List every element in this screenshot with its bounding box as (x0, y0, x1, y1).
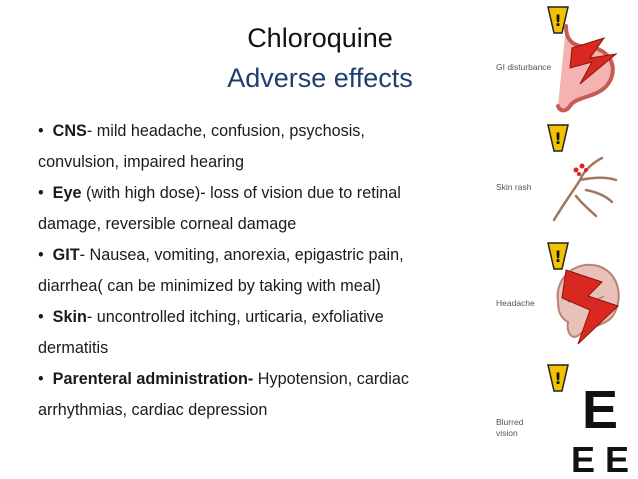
bullet-item-cns (38, 116, 488, 147)
warning-mark: ! (554, 247, 562, 266)
eye-chart-letter-large: E (581, 380, 619, 440)
bullet-text: - Nausea, vomiting, anorexia, epigastric pain, (79, 246, 404, 264)
bullet-item-parenteral (38, 364, 488, 395)
side-effect-panel (486, 0, 638, 479)
bullet-item-git (38, 240, 488, 271)
slide-subtitle: Adverse effects (227, 63, 413, 93)
stomach-icon (552, 18, 624, 118)
bullet-label: Parenteral administration- (52, 370, 254, 388)
bullet-item-skin (38, 302, 488, 333)
gi-disturbance-caption: GI disturbance (496, 62, 552, 72)
bullet-text: (with high dose)- loss of vision due to retinal (81, 184, 401, 202)
bullet-symbol: • (38, 246, 44, 264)
bullet-symbol: • (38, 370, 44, 388)
bullet-label: GIT (52, 246, 80, 264)
bullet-label: Skin (52, 308, 87, 326)
eye-chart-letter-small: E (604, 439, 630, 476)
warning-mark: ! (554, 11, 562, 30)
eye-chart-icon (566, 380, 634, 476)
bullet-continuation: dermatitis (38, 339, 109, 357)
warning-mark: ! (554, 369, 562, 388)
bullet-symbol: • (38, 122, 44, 140)
blurred-vision-caption-line2: vision (496, 428, 518, 438)
bullet-continuation: damage, reversible corneal damage (38, 215, 297, 233)
bullet-label: Eye (52, 184, 82, 202)
blurred-vision-caption-line1: Blurred (496, 417, 524, 427)
bullet-symbol: • (38, 184, 44, 202)
bullet-continuation: arrhythmias, cardiac depression (38, 401, 268, 419)
eye-chart-letter-small: E (570, 439, 596, 476)
bullet-text: - uncontrolled itching, urticaria, exfoliative (86, 308, 384, 326)
bullet-text: Hypotension, cardiac (253, 370, 409, 388)
bullet-continuation: convulsion, impaired hearing (38, 153, 245, 171)
hand-rash-icon (546, 140, 626, 230)
bullet-continuation: diarrhea( can be minimized by taking with meal) (38, 277, 381, 295)
slide-title: Chloroquine (247, 23, 393, 53)
bullet-item-eye (38, 178, 488, 209)
headache-caption: Headache (496, 298, 535, 308)
bullet-text: - mild headache, confusion, psychosis, (86, 122, 365, 140)
warning-mark: ! (554, 129, 562, 148)
bullet-symbol: • (38, 308, 44, 326)
bullet-label: CNS (52, 122, 87, 140)
bullet-list (38, 116, 488, 426)
skin-rash-caption: Skin rash (496, 182, 532, 192)
brain-headache-icon (548, 252, 628, 352)
